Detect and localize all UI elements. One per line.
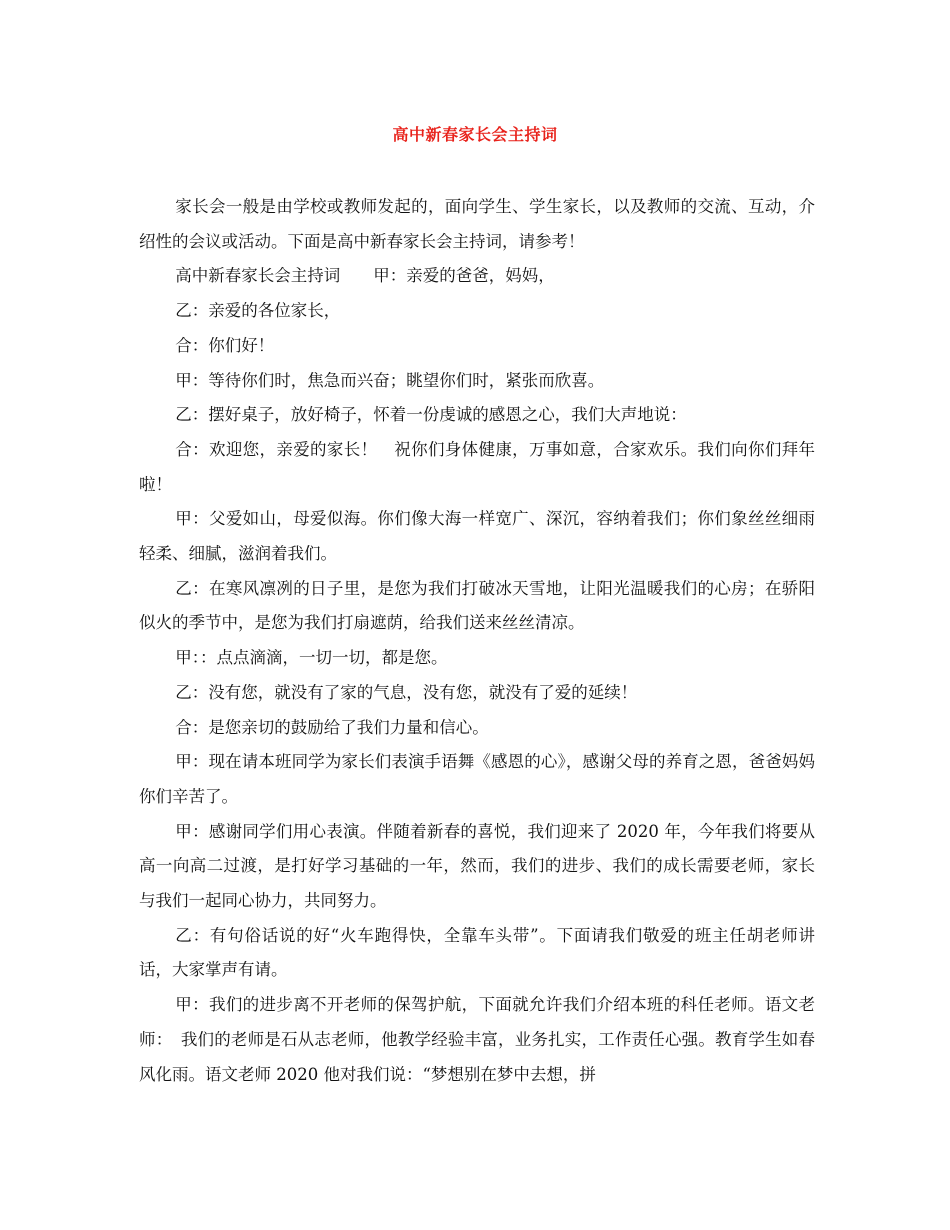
document-title: 高中新春家长会主持词 <box>392 125 558 144</box>
paragraph: 甲：：点点滴滴，一切一切，都是您。 <box>175 648 448 668</box>
paragraph: 合：欢迎您，亲爱的家长！ 祝你们身体健康，万事如意，合家欢乐。我们向你们拜年啦！ <box>139 439 815 494</box>
paragraph: 甲：现在请本班同学为家长们表演手语舞《感恩的心》，感谢父母的养育之恩，爸爸妈妈你们辛苦了。 <box>139 752 815 806</box>
paragraph: 乙：亲爱的各位家长， <box>175 301 341 321</box>
paragraph: 乙：有句俗话说的好“火车跑得快，全靠车头带”。下面请我们敬爱的班主任胡老师讲话，大家掌声有请。 <box>139 925 815 980</box>
paragraph: 乙：在寒风凛冽的日子里，是您为我们打破冰天雪地，让阳光温暖我们的心房；在骄阳似火的季节中，是您为我们打扇遮荫，给我们送来丝丝清凉。 <box>139 578 815 633</box>
document-body <box>139 190 815 1092</box>
paragraph: 甲：父爱如山，母爱似海。你们像大海一样宽广、深沉，容纳着我们；你们象丝丝细雨轻柔、细腻，滋润着我们。 <box>139 509 815 564</box>
paragraph: 合：你们好！ <box>175 335 275 355</box>
paragraph: 乙：没有您，就没有了家的气息，没有您，就没有了爱的延续！ <box>175 682 638 702</box>
paragraph-heading-line: 高中新春家长会主持词 甲：亲爱的爸爸，妈妈， <box>175 266 555 286</box>
paragraph-intro: 家长会一般是由学校或教师发起的，面向学生、学生家长，以及教师的交流、互动，介绍性的会议或活动。下面是高中新春家长会主持词，请参考！ <box>139 197 815 251</box>
paragraph: 甲：等待你们时，焦急而兴奋；眺望你们时，紧张而欣喜。 <box>175 370 605 390</box>
paragraph: 甲：感谢同学们用心表演。伴随着新春的喜悦，我们迎来了 2020 年，今年我们将要从高一向高二过渡，是打好学习基础的一年，然而，我们的进步、我们的成长需要老师，家长与我们一起同心协力，共同努力。 <box>139 821 815 911</box>
paragraph: 合：是您亲切的鼓励给了我们力量和信心。 <box>175 717 489 737</box>
paragraph: 乙：摆好桌子，放好椅子，怀着一份虔诚的感恩之心，我们大声地说： <box>175 405 687 425</box>
paragraph: 甲：我们的进步离不开老师的保驾护航，下面就允许我们介绍本班的科任老师。语文老师： 我们的老师是石从志老师，他教学经验丰富，业务扎实，工作责任心强。教育学生如春风化雨。语文老师 2020 他对我们说：“梦想别在梦中去想，拼 <box>139 995 815 1084</box>
